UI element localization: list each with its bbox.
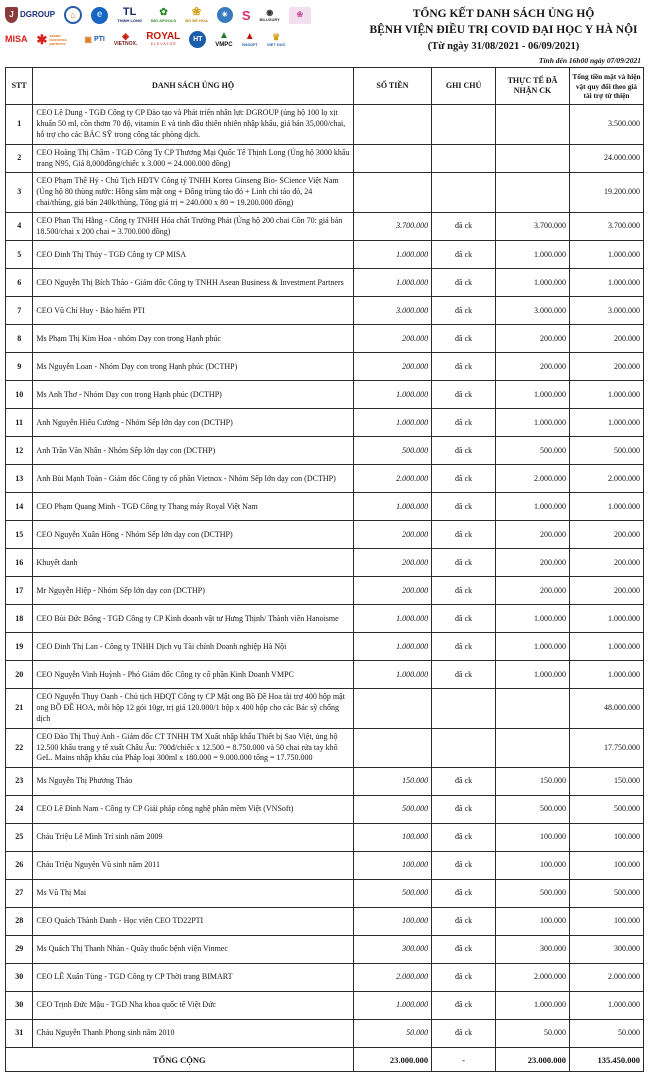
table-row	[6, 689, 644, 728]
cell-stt: 30	[6, 964, 33, 992]
table-row	[6, 521, 644, 549]
cell-description: Cháu Triệu Nguyên Vũ sinh năm 2011	[33, 852, 353, 880]
cell-so-tien: 200.000	[353, 577, 431, 605]
total-so-tien: 23.000.000	[353, 1048, 431, 1072]
total-ghi-chu: -	[432, 1048, 496, 1072]
thinh-long-logo-icon: TL	[122, 6, 137, 18]
cell-stt: 30	[6, 992, 33, 1020]
cell-quy-doi: 3.500.000	[569, 105, 643, 144]
vmpc-logo	[215, 31, 232, 48]
cell-so-tien	[353, 689, 431, 728]
cell-so-tien: 200.000	[353, 549, 431, 577]
table-row	[6, 437, 644, 465]
cell-description: CEO Phan Thị Hằng - Công ty TNHH Hóa chất Trường Phát (Ủng hộ 200 chai Cồn 70: giá bán 18.500/chai x 200 chai = 3.700.000 đồng)	[33, 212, 353, 241]
cell-quy-doi: 200.000	[569, 577, 643, 605]
globe-logo-icon: ✴	[217, 7, 233, 23]
cell-so-tien: 200.000	[353, 353, 431, 381]
table-row	[6, 824, 644, 852]
cell-stt: 4	[6, 212, 33, 241]
bio-apgold-logo-icon: ✿	[159, 6, 168, 18]
cell-so-tien: 2.000.000	[353, 465, 431, 493]
table-row	[6, 728, 644, 767]
art-square-logo-icon: ❀	[289, 7, 311, 24]
cell-ghi-chu: đã ck	[432, 297, 496, 325]
cell-stt: 31	[6, 1020, 33, 1048]
cell-thuc-te: 1.000.000	[495, 269, 569, 297]
royal-elevator-logo-label: E L E V A T O R	[150, 42, 176, 47]
cell-stt: 14	[6, 493, 33, 521]
cell-so-tien: 50.000	[353, 1020, 431, 1048]
table-row	[6, 908, 644, 936]
table-row	[6, 992, 644, 1020]
cell-thuc-te	[495, 728, 569, 767]
cell-description: Anh Bùi Mạnh Toàn - Giám đốc Công ty cổ phần Vietnox - Nhóm Sếp lớn dạy con (DCTHP)	[33, 465, 353, 493]
cell-quy-doi: 50.000	[569, 1020, 643, 1048]
thinh-long-logo-label: THỊNH LONG	[117, 18, 143, 23]
cell-thuc-te: 1.000.000	[495, 661, 569, 689]
table-row	[6, 381, 644, 409]
cell-quy-doi: 500.000	[569, 437, 643, 465]
cell-so-tien: 200.000	[353, 521, 431, 549]
cell-quy-doi: 17.750.000	[569, 728, 643, 767]
cell-stt: 15	[6, 521, 33, 549]
cell-thuc-te: 1.000.000	[495, 381, 569, 409]
cell-stt: 18	[6, 605, 33, 633]
cell-description: CEO Vũ Chí Huy - Bảo hiểm PTI	[33, 297, 353, 325]
table-row	[6, 269, 644, 297]
cell-description: Anh Nguyễn Hiếu Cường - Nhóm Sếp lớn dạy con (DCTHP)	[33, 409, 353, 437]
biluxury-logo	[260, 9, 280, 22]
s-pink-logo	[242, 9, 251, 22]
cell-ghi-chu: đã ck	[432, 768, 496, 796]
cell-stt: 11	[6, 409, 33, 437]
cell-so-tien: 100.000	[353, 852, 431, 880]
biluxury-logo-label: BILUXURY	[259, 16, 280, 22]
as-of-note: Tính đến 16h00 ngày 07/09/2021	[538, 56, 641, 66]
cell-ghi-chu: đã ck	[432, 852, 496, 880]
cell-stt: 29	[6, 936, 33, 964]
table-row	[6, 605, 644, 633]
cell-description: Mr Nguyễn Hiệp - Nhóm Sếp lớn dạy con (DCTHP)	[33, 577, 353, 605]
cell-quy-doi: 500.000	[569, 796, 643, 824]
doc-title-daterange: (Từ ngày 31/08/2021 - 06/09/2021)	[427, 41, 580, 53]
cell-thuc-te: 3.700.000	[495, 212, 569, 241]
cell-ghi-chu: đã ck	[432, 633, 496, 661]
cell-thuc-te: 2.000.000	[495, 964, 569, 992]
cell-description: Ms Nguyễn Thị Phương Thảo	[33, 768, 353, 796]
cell-so-tien	[353, 144, 431, 173]
cell-quy-doi: 3.700.000	[569, 212, 643, 241]
cell-description: Anh Trần Văn Nhân - Nhóm Sếp lớn dạy con (DCTHP)	[33, 437, 353, 465]
pti-logo	[84, 36, 104, 44]
cell-quy-doi: 1.000.000	[569, 493, 643, 521]
cell-ghi-chu: đã ck	[432, 493, 496, 521]
total-label: TỔNG CỘNG	[6, 1048, 354, 1072]
cell-stt: 20	[6, 661, 33, 689]
cell-quy-doi: 200.000	[569, 549, 643, 577]
e-circle-logo	[91, 7, 108, 24]
cell-so-tien: 300.000	[353, 936, 431, 964]
cell-description: Cháu Nguyễn Thanh Phong sinh năm 2010	[33, 1020, 353, 1048]
cell-so-tien: 1.000.000	[353, 661, 431, 689]
cell-description: CEO Lê Dung - TGĐ Công ty CP Đào tạo và Phát triển nhân lực DGROUP (ủng hộ 100 lọ xịt khuẩn 50 ml, cồn thơm 70 độ, vitamin E và tinh dầu thiên nhiên nhập khẩu, giá bán 35,000/chai, hỗ trợ cho các BÁC SỸ trong công tác phòng dịch.	[33, 105, 353, 144]
table-row	[6, 1020, 644, 1048]
table-row	[6, 964, 644, 992]
table-row	[6, 796, 644, 824]
col-header-so-tien: SỐ TIỀN	[353, 68, 431, 105]
cell-description: CEO Phạm Quang Minh - TGĐ Công ty Thang máy Royal Việt Nam	[33, 493, 353, 521]
cell-so-tien	[353, 105, 431, 144]
cell-stt: 9	[6, 353, 33, 381]
cell-ghi-chu	[432, 105, 496, 144]
royal-elevator-logo	[146, 32, 180, 47]
art-square-logo	[289, 7, 311, 24]
cell-stt: 1	[6, 105, 33, 144]
cell-ghi-chu: đã ck	[432, 381, 496, 409]
cell-description: CEO Đinh Thị Thúy - TGĐ Công ty CP MISA	[33, 241, 353, 269]
cell-thuc-te: 1.000.000	[495, 605, 569, 633]
cell-description: CEO Nguyễn Vinh Huỳnh - Phó Giám đốc Công ty cổ phần Kinh Doanh VMPC	[33, 661, 353, 689]
asean-business-partners-logo-label: asean business partners	[49, 32, 67, 46]
table-row	[6, 409, 644, 437]
vnsoft-logo	[242, 32, 258, 47]
cell-ghi-chu: đã ck	[432, 964, 496, 992]
cell-description: Khuyết danh	[33, 549, 353, 577]
table-row	[6, 212, 644, 241]
vietnox-logo	[114, 32, 137, 47]
cell-description: Cháu Triệu Lê Minh Trí sinh năm 2009	[33, 824, 353, 852]
cell-quy-doi: 150.000	[569, 768, 643, 796]
cell-thuc-te: 1.000.000	[495, 633, 569, 661]
cell-quy-doi: 1.000.000	[569, 992, 643, 1020]
cell-stt: 17	[6, 577, 33, 605]
cell-ghi-chu: đã ck	[432, 908, 496, 936]
cell-ghi-chu: đã ck	[432, 880, 496, 908]
cell-ghi-chu: đã ck	[432, 325, 496, 353]
cell-thuc-te	[495, 689, 569, 728]
cell-quy-doi: 1.000.000	[569, 269, 643, 297]
bo-de-hoa-logo	[185, 7, 208, 23]
table-row	[6, 105, 644, 144]
cell-stt: 16	[6, 549, 33, 577]
cell-ghi-chu	[432, 144, 496, 173]
cell-quy-doi: 100.000	[569, 908, 643, 936]
cell-thuc-te: 200.000	[495, 353, 569, 381]
cell-thuc-te: 200.000	[495, 577, 569, 605]
table-row	[6, 852, 644, 880]
bio-apgold-logo-label: BIO APGOLD	[151, 17, 177, 23]
cell-stt: 27	[6, 880, 33, 908]
table-row	[6, 353, 644, 381]
bio-apgold-logo	[151, 8, 176, 23]
table-row	[6, 577, 644, 605]
vietnox-logo-icon: ◈	[122, 31, 129, 41]
cell-stt: 28	[6, 908, 33, 936]
table-row	[6, 549, 644, 577]
cell-description: CEO Đào Thị Thuý Anh - Giám đốc CT TNHH TM Xuất nhập khẩu Thiết bị Sao Việt, ủng hộ 12.500 khẩu trang y tế xuất Châu Âu: 700đ/chiếc x 12.500 = 8.750.000 và 50 chai rửa tay khô GeL. Mains nhập khẩu của Pháp loại 300ml x 180.000 = 9.000.000 tổng = 17.750.000	[33, 728, 353, 767]
cell-quy-doi: 100.000	[569, 852, 643, 880]
cell-description: CEO Nguyễn Xuân Hồng - Nhóm Sếp lớn dạy con (DCTHP)	[33, 521, 353, 549]
cell-quy-doi: 200.000	[569, 353, 643, 381]
cell-thuc-te: 50.000	[495, 1020, 569, 1048]
cell-stt: 3	[6, 173, 33, 212]
viet-duc-logo-label: VIET DUC	[266, 41, 286, 47]
cell-quy-doi: 100.000	[569, 824, 643, 852]
cell-so-tien: 500.000	[353, 880, 431, 908]
cell-stt: 5	[6, 241, 33, 269]
cell-ghi-chu	[432, 173, 496, 212]
cell-thuc-te: 500.000	[495, 796, 569, 824]
globe-logo	[217, 7, 233, 23]
title-block	[363, 3, 644, 52]
cell-ghi-chu: đã ck	[432, 936, 496, 964]
cell-quy-doi: 48.000.000	[569, 689, 643, 728]
royal-elevator-logo-icon: ROYAL	[146, 31, 181, 43]
cell-thuc-te: 500.000	[495, 437, 569, 465]
cell-ghi-chu: đã ck	[432, 437, 496, 465]
cell-description: CEO Trịnh Đức Mậu - TGD Nha khoa quốc tế Việt Đức	[33, 992, 353, 1020]
cell-thuc-te: 200.000	[495, 325, 569, 353]
cell-ghi-chu: đã ck	[432, 409, 496, 437]
col-header-quy-doi: Tổng tiền mặt và hiện vật quy đổi theo giá tài trợ từ thiện	[569, 68, 643, 105]
cell-stt: 10	[6, 381, 33, 409]
cell-so-tien: 100.000	[353, 824, 431, 852]
col-header-thuc-te: THỰC TẾ ĐÃ NHẬN CK	[495, 68, 569, 105]
donation-table	[5, 67, 644, 1072]
sponsor-logos	[5, 3, 363, 48]
table-row	[6, 297, 644, 325]
table-row	[6, 768, 644, 796]
total-quy-doi: 135.450.000	[569, 1048, 643, 1072]
cell-ghi-chu: đã ck	[432, 661, 496, 689]
table-row	[6, 144, 644, 173]
page-header	[5, 3, 644, 52]
cell-ghi-chu: đã ck	[432, 992, 496, 1020]
cell-stt: 24	[6, 796, 33, 824]
cell-thuc-te: 300.000	[495, 936, 569, 964]
misa-logo	[5, 35, 28, 44]
cell-so-tien: 500.000	[353, 437, 431, 465]
cell-description: CEO Quách Thành Danh - Học viên CEO TD22PTI	[33, 908, 353, 936]
cell-stt: 8	[6, 325, 33, 353]
col-header-danh-sach: DANH SÁCH ỦNG HỘ	[33, 68, 353, 105]
misa-logo-icon: MISA	[5, 34, 28, 44]
cell-thuc-te: 1.000.000	[495, 241, 569, 269]
cell-thuc-te: 200.000	[495, 549, 569, 577]
cell-so-tien: 1.000.000	[353, 605, 431, 633]
cell-so-tien: 1.000.000	[353, 409, 431, 437]
dgroup-logo-icon: J	[5, 7, 18, 23]
cell-stt: 12	[6, 437, 33, 465]
cell-ghi-chu: đã ck	[432, 465, 496, 493]
table-row	[6, 173, 644, 212]
vmpc-logo-icon: ▲	[219, 30, 229, 41]
pti-logo-label: PTI	[93, 36, 105, 43]
logo-row-2	[5, 31, 363, 48]
cell-quy-doi: 1.000.000	[569, 241, 643, 269]
cell-thuc-te	[495, 144, 569, 173]
cell-quy-doi: 24.000.000	[569, 144, 643, 173]
cell-stt: 13	[6, 465, 33, 493]
col-header-ghi-chu: GHI CHÚ	[432, 68, 496, 105]
table-row	[6, 661, 644, 689]
cell-quy-doi: 300.000	[569, 936, 643, 964]
cell-thuc-te: 1.000.000	[495, 992, 569, 1020]
cell-thuc-te: 500.000	[495, 880, 569, 908]
cell-ghi-chu: đã ck	[432, 605, 496, 633]
cell-ghi-chu: đã ck	[432, 269, 496, 297]
dgroup-logo	[5, 7, 55, 23]
cell-quy-doi: 19.200.000	[569, 173, 643, 212]
viet-duc-logo-icon: ♛	[272, 31, 281, 42]
cell-thuc-te	[495, 173, 569, 212]
vietnox-logo-label: VIETNOX.	[113, 41, 138, 47]
cell-stt: 21	[6, 689, 33, 728]
cell-so-tien: 1.000.000	[353, 633, 431, 661]
cell-description: Ms Vũ Thị Mai	[33, 880, 353, 908]
doc-title-line2: BỆNH VIỆN ĐIỀU TRỊ COVID ĐẠI HỌC Y HÀ NỘI	[369, 23, 638, 36]
table-row	[6, 465, 644, 493]
table-row	[6, 493, 644, 521]
s-pink-logo-icon: S	[241, 7, 251, 23]
cell-description: Ms Phạm Thị Kim Hoa - nhóm Dạy con trong Hạnh phúc	[33, 325, 353, 353]
temple-circle-logo	[64, 6, 82, 24]
cell-quy-doi: 200.000	[569, 521, 643, 549]
table-header-row	[6, 68, 644, 105]
cell-ghi-chu: đã ck	[432, 241, 496, 269]
cell-description: Ms Anh Thơ - Nhóm Dạy con trong Hạnh phúc (DCTHP)	[33, 381, 353, 409]
cell-quy-doi: 500.000	[569, 880, 643, 908]
col-header-stt: STT	[6, 68, 33, 105]
cell-quy-doi: 1.000.000	[569, 661, 643, 689]
cell-stt: 19	[6, 633, 33, 661]
vnsoft-logo-icon: ▲	[244, 31, 255, 42]
dgroup-logo-label: DGROUP	[20, 10, 56, 19]
cell-ghi-chu: đã ck	[432, 353, 496, 381]
cell-quy-doi: 3.000.000	[569, 297, 643, 325]
total-row	[6, 1048, 644, 1072]
cell-description: CEO Bùi Đức Bổng - TGĐ Công ty CP Kinh doanh vật tư Hưng Thịnh/ Thành viên Hanoisme	[33, 605, 353, 633]
cell-ghi-chu: đã ck	[432, 521, 496, 549]
cell-so-tien: 1.000.000	[353, 269, 431, 297]
table-row	[6, 325, 644, 353]
cell-so-tien: 1.000.000	[353, 992, 431, 1020]
cell-quy-doi: 200.000	[569, 325, 643, 353]
viet-duc-logo	[267, 33, 286, 47]
cell-stt: 23	[6, 768, 33, 796]
table-row	[6, 241, 644, 269]
ht-circle-logo-icon: HT	[189, 31, 206, 48]
vnsoft-logo-label: VNSOFT	[241, 42, 258, 47]
cell-so-tien: 3.700.000	[353, 212, 431, 241]
pti-logo-icon: ▣	[84, 34, 92, 44]
table-row	[6, 633, 644, 661]
cell-so-tien	[353, 173, 431, 212]
cell-thuc-te	[495, 105, 569, 144]
cell-thuc-te: 100.000	[495, 852, 569, 880]
cell-so-tien	[353, 728, 431, 767]
cell-stt: 7	[6, 297, 33, 325]
cell-description: CEO Nguyễn Thị Bích Thảo - Giám đốc Công ty TNHH Asean Business & Investment Partners	[33, 269, 353, 297]
cell-description: CEO LÊ Xuân Tùng - TGD Công ty CP Thời trang BIMART	[33, 964, 353, 992]
cell-so-tien: 100.000	[353, 908, 431, 936]
cell-description: CEO Hoàng Thị Chầm - TGĐ Công Ty CP Thương Mại Quốc Tế Thịnh Long (Ủng hộ 3000 khẩu trang N95, Giá 8,000đồng/chiếc x 3.000 = 24.000.000 đồng)	[33, 144, 353, 173]
total-thuc-te: 23.000.000	[495, 1048, 569, 1072]
cell-quy-doi: 1.000.000	[569, 633, 643, 661]
logo-row-1	[5, 6, 363, 24]
cell-ghi-chu	[432, 689, 496, 728]
cell-description: CEO Đinh Thị Lan - Công ty TNHH Dịch vụ Tài chính Doanh nghiệp Hà Nội	[33, 633, 353, 661]
cell-stt: 2	[6, 144, 33, 173]
cell-quy-doi: 1.000.000	[569, 605, 643, 633]
cell-ghi-chu: đã ck	[432, 549, 496, 577]
cell-thuc-te: 3.000.000	[495, 297, 569, 325]
e-circle-logo-icon: e	[91, 7, 108, 24]
cell-description: Ms Nguyễn Loan - Nhóm Dạy con trong Hạnh phúc (DCTHP)	[33, 353, 353, 381]
cell-so-tien: 1.000.000	[353, 381, 431, 409]
cell-so-tien: 1.000.000	[353, 493, 431, 521]
cell-ghi-chu	[432, 728, 496, 767]
ht-circle-logo	[189, 31, 206, 48]
cell-stt: 22	[6, 728, 33, 767]
vmpc-logo-label: VMPC	[215, 42, 233, 48]
cell-so-tien: 200.000	[353, 325, 431, 353]
cell-description: Ms Quách Thị Thanh Nhàn - Quầy thuốc bệnh viện Vinmec	[33, 936, 353, 964]
table-row	[6, 880, 644, 908]
cell-thuc-te: 100.000	[495, 824, 569, 852]
temple-circle-logo-icon: ⌂	[64, 6, 82, 24]
doc-title-line1: TỔNG KẾT DANH SÁCH ỦNG HỘ	[412, 8, 595, 20]
cell-description: CEO Nguyễn Thụy Oanh - Chủ tịch HĐQT Công ty CP Mật ong Bồ Đề Hoa tài trợ 400 hộp mật ong BỒ ĐỀ HOA, mỗi hộp 12 gói 10gr, trị giá 120.000/1 hộp x 400 hộp cho các Bác sỹ chống dịch	[33, 689, 353, 728]
cell-stt: 6	[6, 269, 33, 297]
cell-ghi-chu: đã ck	[432, 824, 496, 852]
asean-business-partners-logo	[37, 33, 76, 46]
cell-quy-doi: 2.000.000	[569, 465, 643, 493]
cell-ghi-chu: đã ck	[432, 796, 496, 824]
cell-thuc-te: 1.000.000	[495, 409, 569, 437]
cell-stt: 26	[6, 852, 33, 880]
cell-thuc-te: 150.000	[495, 768, 569, 796]
cell-ghi-chu: đã ck	[432, 577, 496, 605]
cell-so-tien: 1.000.000	[353, 241, 431, 269]
cell-so-tien: 2.000.000	[353, 964, 431, 992]
bo-de-hoa-logo-label: BỒ ĐỀ HOA	[185, 18, 208, 23]
cell-so-tien: 3.000.000	[353, 297, 431, 325]
thinh-long-logo	[117, 7, 142, 23]
cell-quy-doi: 1.000.000	[569, 381, 643, 409]
table-row	[6, 936, 644, 964]
cell-thuc-te: 1.000.000	[495, 493, 569, 521]
cell-description: CEO Phạm Thế Hỷ - Chủ Tịch HĐTV Công tý TNHH Korea Ginseng Bio- SCience Việt Nam (Ủng hộ 80 thùng nước: Hồng sâm mật ong + Đông trùng táo đỏ + Linh chi táo đỏ, 24 chai/thùng, giá bán 240k/thùng, Tổng giá trị = 240.000 x 80 = 19.200.000 đồng)	[33, 173, 353, 212]
cell-so-tien: 500.000	[353, 796, 431, 824]
cell-description: CEO Lê Đình Nam - Công ty CP Giải pháp công nghệ phần mềm Việt (VNSoft)	[33, 796, 353, 824]
bo-de-hoa-logo-icon: ❀	[191, 6, 202, 18]
asean-business-partners-logo-icon: ✱	[36, 32, 48, 47]
cell-thuc-te: 2.000.000	[495, 465, 569, 493]
cell-thuc-te: 200.000	[495, 521, 569, 549]
cell-quy-doi: 2.000.000	[569, 964, 643, 992]
cell-stt: 25	[6, 824, 33, 852]
cell-thuc-te: 100.000	[495, 908, 569, 936]
cell-ghi-chu: đã ck	[432, 1020, 496, 1048]
cell-quy-doi: 1.000.000	[569, 409, 643, 437]
cell-ghi-chu: đã ck	[432, 212, 496, 241]
cell-so-tien: 150.000	[353, 768, 431, 796]
biluxury-logo-icon: ◉	[266, 7, 274, 17]
